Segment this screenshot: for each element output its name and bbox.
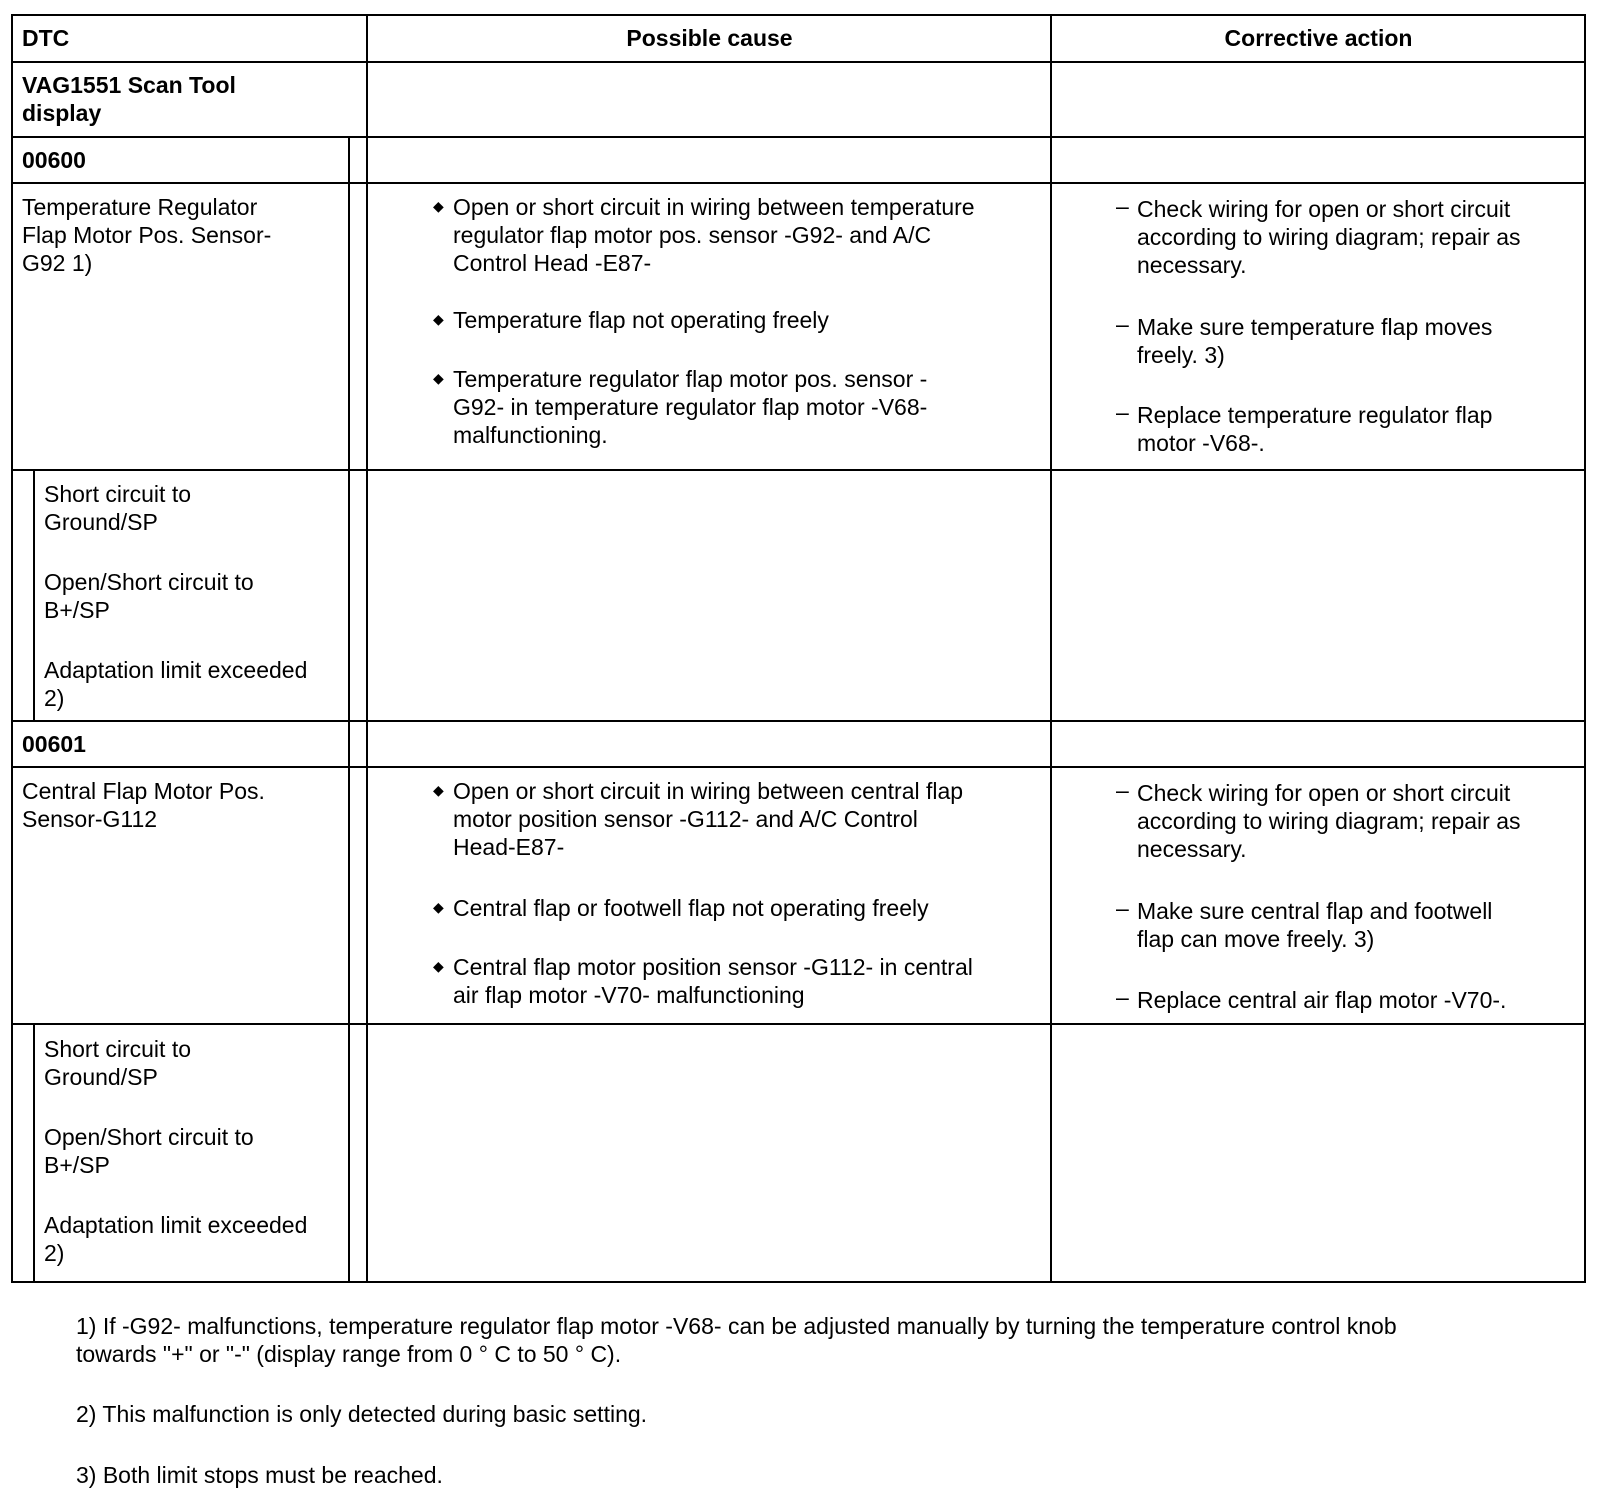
bullet-icon: ◆ xyxy=(433,370,444,386)
dash-icon: – xyxy=(1116,399,1129,425)
bullet-icon: ◆ xyxy=(433,958,444,974)
dash-icon: – xyxy=(1116,193,1129,219)
dash-icon: – xyxy=(1116,311,1129,337)
bullet-icon: ◆ xyxy=(433,782,444,798)
bullet-icon: ◆ xyxy=(433,198,444,214)
bullet-icon: ◆ xyxy=(433,311,444,327)
header-possible-cause: Possible cause xyxy=(626,25,793,51)
dtc-code: 00601 xyxy=(22,731,86,757)
dtc-code: 00600 xyxy=(22,147,86,173)
dash-icon: – xyxy=(1116,777,1129,803)
header-corrective-action: Corrective action xyxy=(1224,25,1413,51)
dash-icon: – xyxy=(1116,984,1129,1010)
bullet-icon: ◆ xyxy=(433,899,444,915)
dash-icon: – xyxy=(1116,895,1129,921)
header-dtc: DTC xyxy=(22,25,70,51)
